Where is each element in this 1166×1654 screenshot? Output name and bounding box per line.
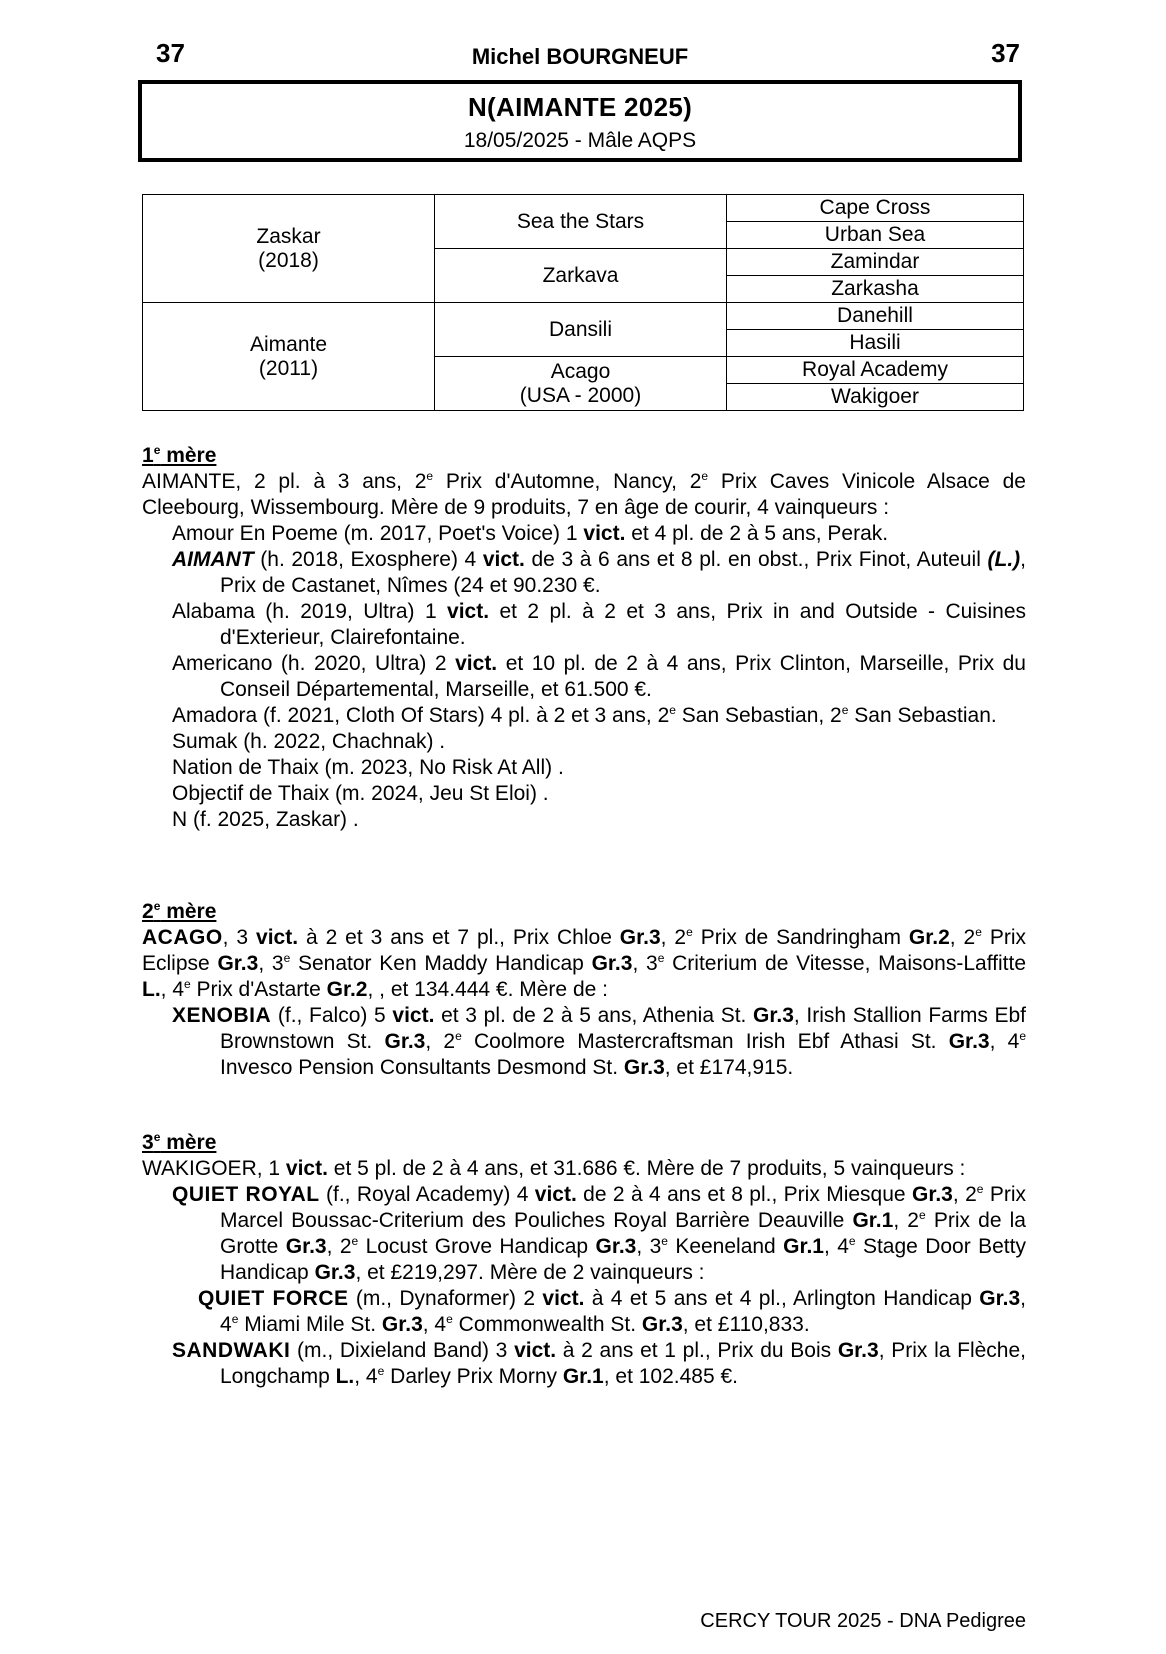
- pedigree-dss: Danehill: [727, 303, 1024, 330]
- sire-year: (2018): [258, 248, 319, 272]
- consignor-name: Michel BOURGNEUF: [471, 44, 689, 69]
- pedigree-dds: Royal Academy: [727, 357, 1024, 384]
- section-second-dam: [142, 899, 1026, 1081]
- pedigree-ss: Sea the Stars: [435, 195, 727, 249]
- pedigree-dd: [435, 357, 727, 411]
- pedigree-table: [142, 194, 1024, 411]
- horse-name: N(AIMANTE 2025): [467, 92, 693, 122]
- dd-extra: (USA - 2000): [519, 383, 642, 407]
- produce-entry: Amadora (f. 2021, Cloth Of Stars) 4 pl. à 2 et 3 ans, 2e San Sebastian, 2e San Sebastian.: [172, 703, 997, 727]
- section-first-dam: [142, 443, 1026, 833]
- pedigree-dsd: Hasili: [727, 330, 1024, 357]
- produce-entry: Americano (h. 2020, Ultra) 2 vict. et 10 pl. de 2 à 4 ans, Prix Clinton, Marseille, Prix du Conseil Départemental, Marseille, et 61.500 €.: [172, 652, 1026, 701]
- pedigree-ssd: Urban Sea: [727, 222, 1024, 249]
- horse-info: 18/05/2025 - Mâle AQPS: [463, 129, 697, 152]
- section-title: 2e mère: [142, 899, 217, 923]
- produce-entry: AIMANT (h. 2018, Exosphere) 4 vict. de 3 à 6 ans et 8 pl. en obst., Prix Finot, Auteuil (L.), Prix de Castanet, Nîmes (24 et 90.230 €.: [172, 548, 1026, 597]
- produce-entry: QUIET ROYAL (f., Royal Academy) 4 vict. de 2 à 4 ans et 8 pl., Prix Miesque Gr.3, 2e Prix Marcel Boussac-Criterium des Pouliches Royal Barrière Deauville Gr.1, 2e Prix de la Grotte Gr.3, 2e Locust Grove Handicap Gr.3, 3e Keeneland Gr.1, 4e Stage Door Betty Handicap Gr.3, et £219,297. Mère de 2 vainqueurs :: [172, 1182, 1026, 1284]
- dd-name: Acago: [550, 359, 611, 383]
- sire-name: Zaskar: [256, 224, 321, 248]
- dam-name: Aimante: [249, 332, 328, 356]
- produce-entry: Objectif de Thaix (m. 2024, Jeu St Eloi) .: [172, 782, 549, 805]
- produce-entry: Amour En Poeme (m. 2017, Poet's Voice) 1 vict. et 4 pl. de 2 à 5 ans, Perak.: [172, 522, 889, 545]
- dam-intro: ACAGO, 3 vict. à 2 et 3 ans et 7 pl., Prix Chloe Gr.3, 2e Prix de Sandringham Gr.2, 2e Prix Eclipse Gr.3, 3e Senator Ken Maddy Handicap Gr.3, 3e Criterium de Vitesse, Maisons-Laffitte L., 4e Prix d'Astarte Gr.2, , et 134.444 €. Mère de :: [142, 925, 1027, 1001]
- section-title: 3e mère: [142, 1130, 217, 1154]
- produce-entry: N (f. 2025, Zaskar) .: [172, 808, 359, 831]
- pedigree-sds: Zamindar: [727, 249, 1024, 276]
- produce-entry: Nation de Thaix (m. 2023, No Risk At All) .: [172, 756, 564, 779]
- page-footer: CERCY TOUR 2025 - DNA Pedigree: [700, 1610, 1026, 1632]
- lot-number-left: 37: [156, 38, 185, 68]
- produce-entry: Alabama (h. 2019, Ultra) 1 vict. et 2 pl. à 2 et 3 ans, Prix in and Outside - Cuisines d'Exterieur, Clairefontaine.: [172, 600, 1026, 649]
- pedigree-sss: Cape Cross: [727, 195, 1024, 222]
- dam-year: (2011): [258, 356, 319, 380]
- produce-entry: Sumak (h. 2022, Chachnak) .: [172, 730, 446, 753]
- pedigree-sd: Zarkava: [435, 249, 727, 303]
- dam-intro: WAKIGOER, 1 vict. et 5 pl. de 2 à 4 ans, et 31.686 €. Mère de 7 produits, 5 vainqueurs :: [142, 1157, 966, 1180]
- pedigree-sire: [143, 195, 435, 303]
- pedigree-sdd: Zarkasha: [727, 276, 1024, 303]
- pedigree-ds: Dansili: [435, 303, 727, 357]
- section-title: 1e mère: [142, 443, 217, 467]
- produce-entry: SANDWAKI (m., Dixieland Band) 3 vict. à 2 ans et 1 pl., Prix du Bois Gr.3, Prix la Flèche, Longchamp L., 4e Darley Prix Morny Gr.1, et 102.485 €.: [172, 1339, 1026, 1388]
- page-header: [140, 38, 1020, 78]
- title-box: [138, 80, 1022, 162]
- lot-number-right: 37: [991, 38, 1020, 68]
- dam-intro: AIMANTE, 2 pl. à 3 ans, 2e Prix d'Automne, Nancy, 2e Prix Caves Vinicole Alsace de Cleebourg, Wissembourg. Mère de 9 produits, 7 en âge de courir, 4 vainqueurs :: [142, 469, 1026, 519]
- pedigree-dam: [143, 303, 435, 411]
- produce-entry-nested: QUIET FORCE (m., Dynaformer) 2 vict. à 4 et 5 ans et 4 pl., Arlington Handicap Gr.3, 4e Miami Mile St. Gr.3, 4e Commonwealth St. Gr.3, et £110,833.: [198, 1287, 1026, 1336]
- produce-entry: XENOBIA (f., Falco) 5 vict. et 3 pl. de 2 à 5 ans, Athenia St. Gr.3, Irish Stallion Farms Ebf Brownstown St. Gr.3, 2e Coolmore Mastercraftsman Irish Ebf Athasi St. Gr.3, 4e Invesco Pension Consultants Desmond St. Gr.3, et £174,915.: [172, 1004, 1027, 1079]
- pedigree-ddd: Wakigoer: [727, 384, 1024, 411]
- section-third-dam: [142, 1130, 1026, 1390]
